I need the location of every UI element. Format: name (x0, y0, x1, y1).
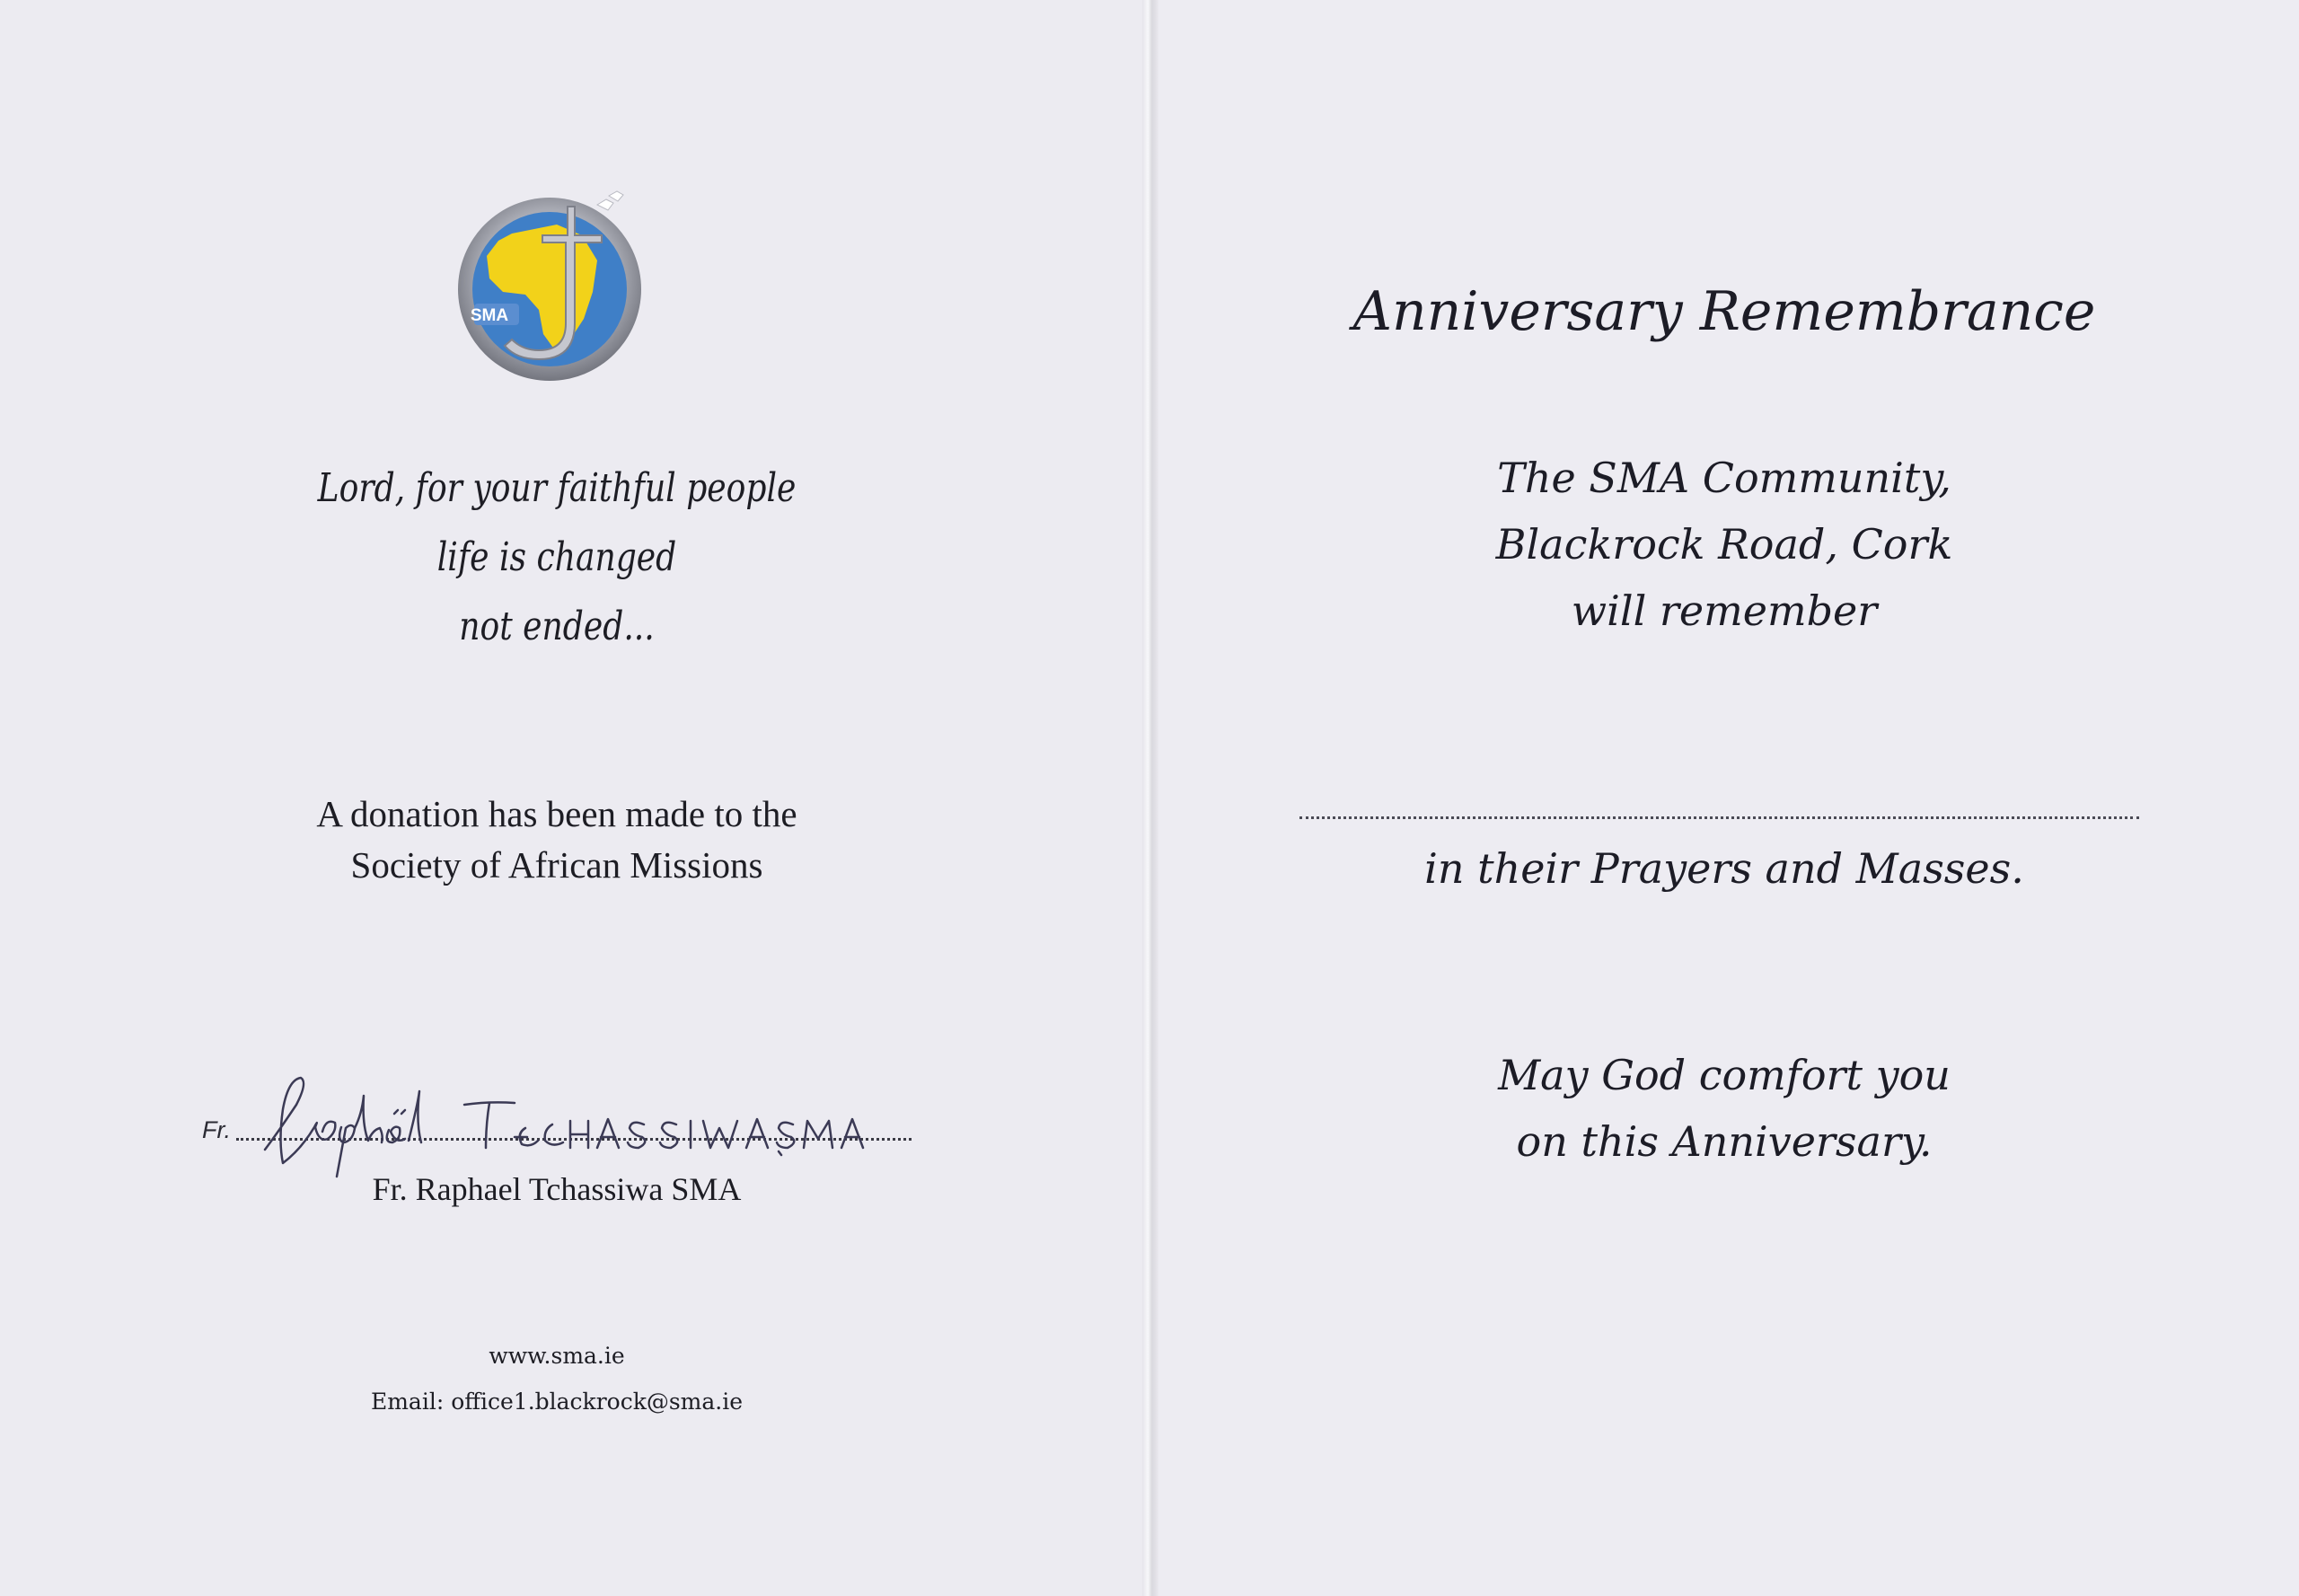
signature-prefix: Fr. (202, 1116, 231, 1143)
handwritten-signature (229, 1042, 912, 1186)
email-text[interactable]: Email: office1.blackrock@sma.ie (370, 1389, 744, 1415)
verse-line: life is changed (436, 534, 677, 580)
donation-line: Society of African Missions (350, 844, 763, 886)
signer-name: Fr. Raphael Tchassiwa SMA (372, 1171, 742, 1207)
comfort-line: May God comfort you (1498, 1051, 1951, 1099)
right-panel (1158, 0, 2299, 1596)
community-line: Blackrock Road, Cork (1495, 520, 1953, 569)
community-text (1275, 445, 2173, 644)
name-dotted-line (1299, 816, 2139, 819)
verse-line: not ended... (459, 604, 655, 649)
prayers-text: in their Prayers and Masses. (1424, 844, 2024, 893)
donation-line: A donation has been made to the (316, 793, 797, 834)
verse-line: Lord, for your faithful people (317, 465, 797, 511)
comfort-text (1275, 1042, 2173, 1175)
card-fold (1142, 0, 1158, 1596)
community-line: will remember (1571, 586, 1878, 635)
community-line: The SMA Community, (1497, 454, 1951, 502)
website-link[interactable]: www.sma.ie (489, 1343, 625, 1369)
donation-text (0, 789, 1114, 891)
verse (101, 454, 1014, 661)
comfort-line: on this Anniversary. (1516, 1117, 1933, 1166)
sma-logo-icon (449, 180, 656, 386)
logo-text: SMA (470, 306, 509, 325)
card-title: Anniversary Remembrance (1352, 280, 2096, 343)
